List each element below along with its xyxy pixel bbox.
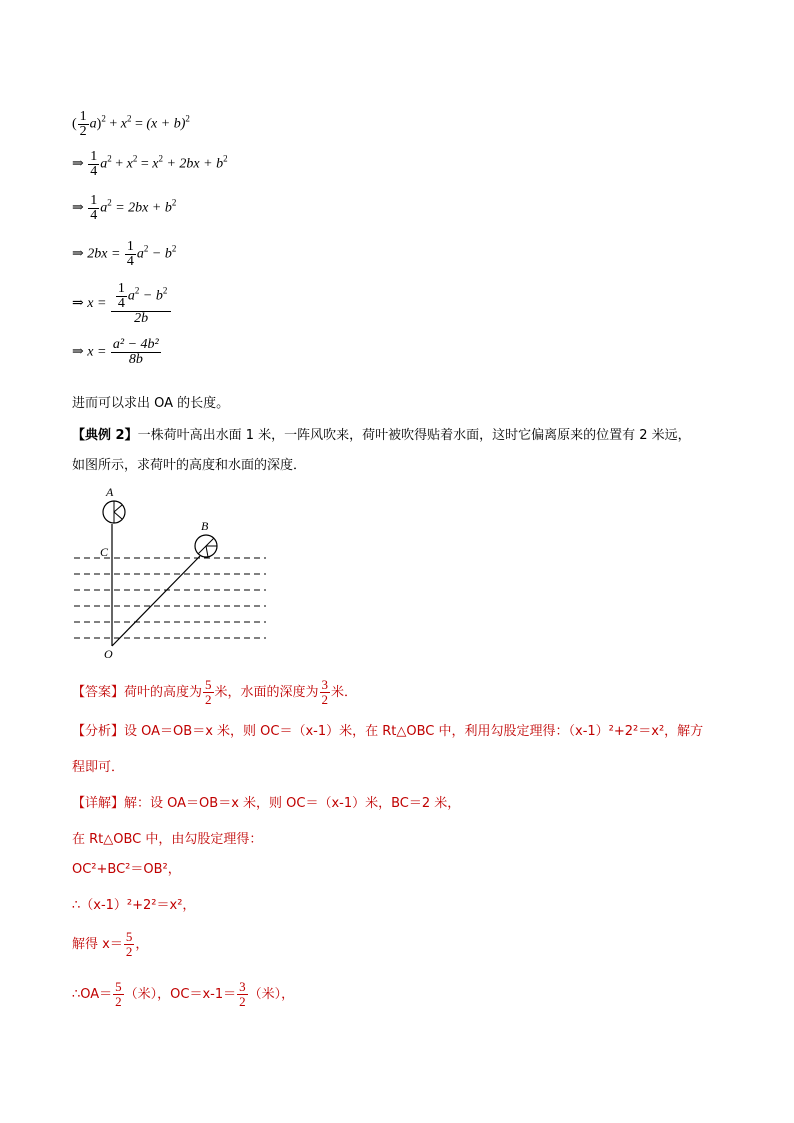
frac-num: 1 [90, 149, 98, 164]
equation-3: ⇒ $\frac{1}{4}$ $a^2 = 2bx + b^2$ [72, 193, 177, 223]
detail-line-4: ∴（x-1）²+2²＝x²， [72, 898, 196, 913]
frac-num: 5 [205, 677, 212, 692]
label-a: A [106, 485, 114, 499]
frac-den: 8b [128, 352, 143, 367]
frac-num: a² − 4b² [112, 337, 159, 352]
detail-line-5 [72, 930, 148, 959]
rhs: (x + b) [146, 116, 186, 132]
example-text-1: 一株荷叶高出水面 1 米，一阵风吹来，荷叶被吹得贴着水面，这时它偏离原来的位置有 2 米远， [137, 428, 691, 443]
lotus-leaf-b-icon [195, 535, 217, 557]
label-c: C [100, 545, 109, 559]
equation-1: ( $\frac{1}{2}$ $a)^2 + x^2 = (x + b)^2$ [72, 109, 190, 139]
lotus-figure [70, 484, 280, 662]
analysis-text-1: 设 OA＝OB＝x 米，则 OC＝（x-1）米，在 Rt△OBC 中，利用勾股定理得：（x-1）²+2²＝x²，解方 [124, 724, 704, 739]
equation-6 [72, 338, 162, 367]
frac-den: 2b [134, 311, 149, 326]
detail-text-5-tail: ， [135, 937, 149, 952]
minus-b: − b [151, 246, 172, 262]
detail-text-5: 解得 x＝ [72, 937, 123, 952]
implies-arrow: ⇒ [72, 246, 84, 262]
frac-num: 5 [115, 979, 122, 994]
implies-arrow: ⇒ [72, 296, 84, 312]
frac-den: 4 [90, 164, 98, 179]
lhs: x = [87, 344, 107, 360]
frac-den: 2 [115, 994, 122, 1009]
implies-arrow: ⇒ [72, 344, 84, 360]
var-a: a [100, 200, 108, 216]
analysis-line-1 [72, 722, 703, 742]
rhs: = 2bx + b [115, 200, 172, 216]
frac-num: 1 [126, 239, 134, 254]
answer-line [72, 678, 357, 707]
var-x: x [152, 156, 159, 172]
frac-num: 1 [117, 281, 125, 296]
frac-den: 2 [79, 124, 87, 139]
frac-num: 3 [239, 979, 246, 994]
equation-5 [72, 282, 172, 326]
detail-text-6-tail: （米）， [248, 987, 295, 1002]
var-a: a [100, 156, 108, 172]
stem-ob [112, 556, 200, 646]
detail-line-6 [72, 980, 294, 1009]
answer-text-2: 米，水面的深度为 [214, 685, 319, 700]
lhs: x = [87, 296, 107, 312]
frac-den: 4 [117, 296, 125, 311]
frac-den: 4 [90, 208, 98, 223]
frac-den: 2 [205, 692, 212, 707]
detail-tag: 【详解】 [72, 796, 125, 811]
analysis-line-2: 程即可． [72, 760, 125, 775]
equation-2: ⇒ $\frac{1}{4}$ $a^2 + x^2 = x^2 + 2bx + b^2$ [72, 149, 228, 179]
detail-text-1: 解：设 OA＝OB＝x 米，则 OC＝（x-1）米，BC＝2 米， [124, 796, 461, 811]
frac-num: 1 [90, 193, 98, 208]
compound-fraction: $\frac{1}{4}$ $a^2 - b^2$ 2b [111, 282, 171, 326]
frac-num: 5 [125, 929, 133, 944]
var-x: x [120, 116, 127, 132]
answer-text-3: 米． [331, 685, 358, 700]
minus-b: − b [142, 288, 163, 304]
implies-arrow: ⇒ [72, 200, 84, 216]
lhs: 2bx = [87, 246, 121, 262]
detail-text-6-mid: （米），OC＝x-1＝ [124, 987, 237, 1002]
conclusion-line: 进而可以求出 OA 的长度。 [72, 396, 230, 411]
var-a: a [89, 116, 97, 132]
frac-num: 3 [321, 677, 329, 692]
detail-line-1 [72, 794, 460, 814]
frac-den: 2 [239, 994, 246, 1009]
var-a: a [127, 288, 135, 304]
detail-line-3: OC²+BC²＝OB²， [72, 862, 181, 877]
detail-text-6: ∴OA＝ [72, 987, 113, 1002]
water-lines [74, 558, 266, 638]
frac-num: 1 [79, 109, 87, 124]
example-line-2: 如图所示，求荷叶的高度和水面的深度． [72, 458, 307, 473]
frac-den: 2 [125, 944, 133, 959]
answer-tag: 【答案】 [72, 685, 125, 700]
rhs-tail: + 2bx + b [166, 156, 224, 172]
frac-den: 4 [126, 254, 134, 269]
label-o: O [104, 647, 113, 661]
var-x: x [126, 156, 133, 172]
implies-arrow: ⇒ [72, 156, 84, 172]
lotus-leaf-a-icon [103, 501, 125, 523]
detail-line-2: 在 Rt△OBC 中，由勾股定理得： [72, 832, 263, 847]
var-a: a [136, 246, 144, 262]
frac-den: 2 [321, 692, 329, 707]
equation-4: ⇒ 2bx = $\frac{1}{4}$ $a^2 - b^2$ [72, 239, 177, 269]
answer-text-1: 荷叶的高度为 [124, 685, 203, 700]
analysis-tag: 【分析】 [72, 724, 125, 739]
example-line-1 [72, 426, 691, 446]
example-tag: 【典例 2】 [72, 428, 138, 443]
label-b: B [201, 519, 209, 533]
